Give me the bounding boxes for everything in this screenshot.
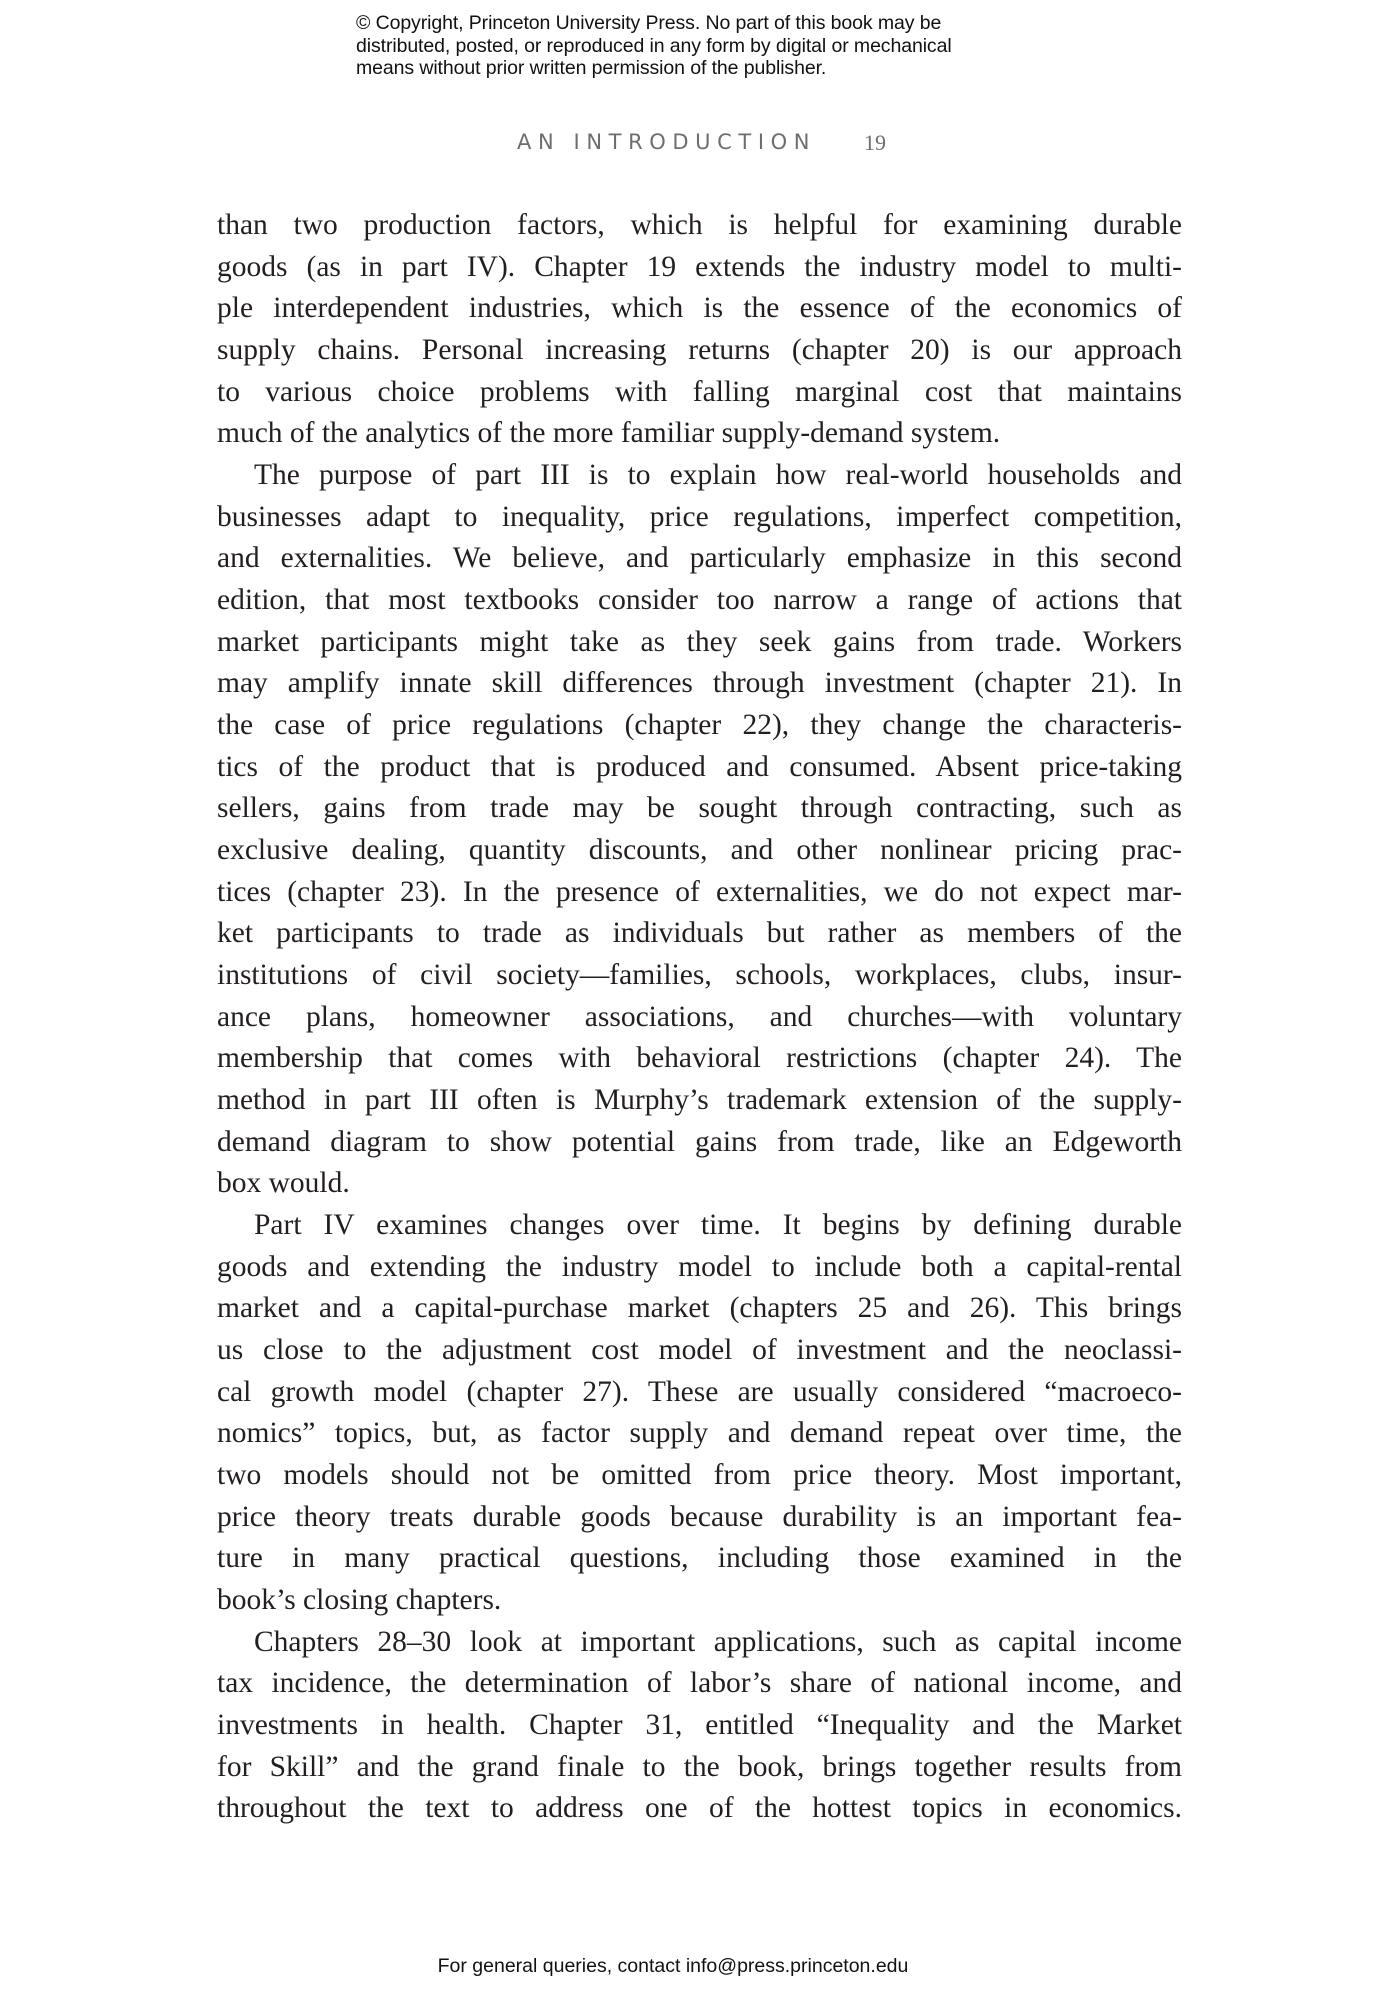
text-line: book’s closing chapters.	[217, 1584, 502, 1616]
text-line: ture in many practical questions, including those examined in the	[217, 1542, 1182, 1575]
text-line: ple interdependent industries, which is the essence of the economics of	[217, 292, 1182, 325]
text-line: than two production factors, which is helpful for examining durable	[217, 209, 1182, 241]
copyright-line: © Copyright, Princeton University Press. No part of this book may be	[356, 12, 942, 34]
text-line: investments in health. Chapter 31, entitled “Inequality and the Market	[217, 1709, 1182, 1741]
text-line: for Skill” and the grand finale to the book, brings together results from	[217, 1750, 1182, 1783]
text-line: ket participants to trade as individuals but rather as members of the	[217, 917, 1182, 950]
text-line: demand diagram to show potential gains from trade, like an Edgeworth	[217, 1125, 1182, 1158]
text-line: exclusive dealing, quantity discounts, and other nonlinear pricing prac-	[217, 834, 1182, 866]
text-line: much of the analytics of the more familiar supply-demand system.	[217, 417, 1001, 450]
text-line: ance plans, homeowner associations, and churches—with voluntary	[217, 1000, 1182, 1033]
copyright-notice	[356, 12, 1076, 80]
text-line: price theory treats durable goods because durability is an important fea-	[217, 1500, 1182, 1533]
page-number: 19	[864, 130, 886, 155]
text-line: edition, that most textbooks consider too narrow a range of actions that	[217, 584, 1182, 616]
footer-contact	[0, 1954, 1400, 1978]
text-line: tics of the product that is produced and consumed. Absent price-taking	[217, 750, 1182, 783]
text-line: The purpose of part III is to explain how real-world households and	[254, 459, 1182, 491]
text-line: Chapters 28–30 look at important applications, such as capital income	[254, 1625, 1182, 1658]
copyright-line: means without prior written permission of the publisher.	[356, 57, 827, 79]
text-line: two models should not be omitted from price theory. Most important,	[217, 1459, 1182, 1491]
text-line: to various choice problems with falling marginal cost that maintains	[217, 375, 1182, 408]
text-line: box would.	[217, 1167, 350, 1200]
text-line: goods (as in part IV). Chapter 19 extends the industry model to multi-	[217, 250, 1182, 283]
running-head-title: AN INTRODUCTION	[517, 130, 817, 154]
text-line: market and a capital-purchase market (chapters 25 and 26). This brings	[217, 1292, 1182, 1325]
text-line: businesses adapt to inequality, price regulations, imperfect competition,	[217, 500, 1182, 533]
text-line: may amplify innate skill differences through investment (chapter 21). In	[217, 667, 1182, 700]
text-line: nomics” topics, but, as factor supply and demand repeat over time, the	[217, 1417, 1182, 1450]
text-line: Part IV examines changes over time. It begins by defining durable	[254, 1209, 1182, 1241]
text-line: and externalities. We believe, and particularly emphasize in this second	[217, 542, 1182, 575]
text-line: sellers, gains from trade may be sought through contracting, such as	[217, 792, 1182, 825]
copyright-line: distributed, posted, or reproduced in any form by digital or mechanical	[356, 34, 952, 57]
text-line: cal growth model (chapter 27). These are usually considered “macroeco-	[217, 1375, 1182, 1408]
footer-text: For general queries, contact info@press.princeton.edu	[437, 1955, 909, 1977]
text-line: supply chains. Personal increasing returns (chapter 20) is our approach	[217, 334, 1182, 366]
text-line: market participants might take as they seek gains from trade. Workers	[217, 625, 1182, 658]
text-line: tax incidence, the determination of labor’s share of national income, and	[217, 1667, 1182, 1700]
text-line: throughout the text to address one of the hottest topics in economics.	[217, 1792, 1182, 1825]
text-line: us close to the adjustment cost model of investment and the neoclassi-	[217, 1334, 1182, 1366]
text-line: method in part III often is Murphy’s trademark extension of the supply-	[217, 1084, 1182, 1116]
text-line: membership that comes with behavioral restrictions (chapter 24). The	[217, 1042, 1182, 1075]
text-line: institutions of civil society—families, schools, workplaces, clubs, insur-	[217, 959, 1182, 991]
text-line: goods and extending the industry model to include both a capital-rental	[217, 1250, 1182, 1283]
text-line: tices (chapter 23). In the presence of externalities, we do not expect mar-	[217, 875, 1182, 908]
text-line: the case of price regulations (chapter 22), they change the characteris-	[217, 709, 1182, 741]
